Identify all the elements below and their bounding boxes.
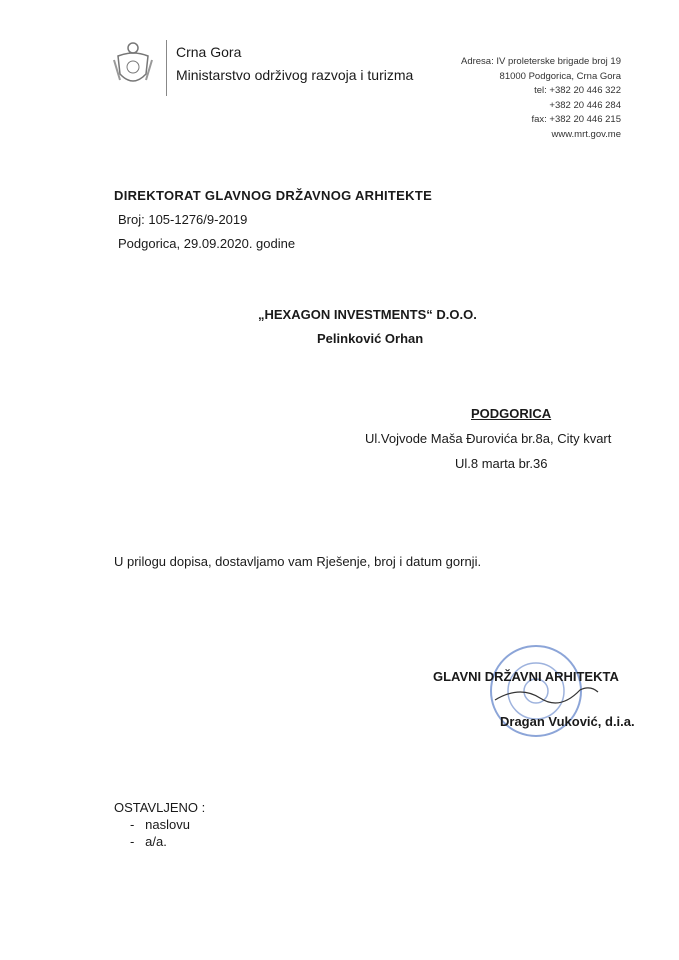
ministry-name: Ministarstvo održivog razvoja i turizma: [176, 67, 414, 83]
recipient-address-1: Ul.Vojvode Maša Đurovića br.8a, City kvart: [365, 431, 612, 446]
address-line: Adresa: IV proleterske brigade broj 19: [460, 56, 621, 67]
phone-line: tel: +382 20 446 322: [534, 85, 621, 96]
recipient-city: PODGORICA: [471, 406, 552, 421]
contact-block: [461, 55, 621, 142]
distribution-item: - a/a.: [130, 834, 167, 849]
country-name: Crna Gora: [176, 44, 242, 60]
document-date: Podgorica, 29.09.2020. godine: [118, 236, 296, 251]
distribution-item-text: naslovu: [145, 817, 190, 832]
directorate-title: DIREKTORAT GLAVNOG DRŽAVNOG ARHITEKTE: [114, 188, 433, 203]
handwritten-signature: [490, 680, 600, 710]
address-line: 81000 Podgorica, Crna Gora: [499, 70, 621, 82]
reference-number: Broj: 105-1276/9-2019: [118, 212, 248, 227]
recipient-address-2: Ul.8 marta br.36: [455, 456, 548, 471]
coat-of-arms-logo: [112, 40, 154, 92]
website: www.mrt.gov.me: [551, 128, 621, 140]
fax-line: fax: +382 20 446 215: [531, 114, 621, 125]
recipient-company: „HEXAGON INVESTMENTS“ D.O.O.: [258, 307, 477, 322]
distribution-item: - naslovu: [130, 817, 190, 832]
phone-line: +382 20 446 284: [549, 99, 621, 111]
recipient-person: Pelinković Orhan: [317, 331, 424, 346]
signatory-name: Dragan Vuković, d.i.a.: [500, 714, 635, 729]
signatory-title: GLAVNI DRŽAVNI ARHITEKTA: [433, 669, 619, 684]
body-text: U prilogu dopisa, dostavljamo vam Rješenje, broj i datum gornji.: [114, 554, 482, 569]
distribution-item-text: a/a.: [145, 834, 167, 849]
distribution-label: OSTAVLJENO :: [114, 800, 206, 815]
header-divider: [166, 40, 167, 96]
